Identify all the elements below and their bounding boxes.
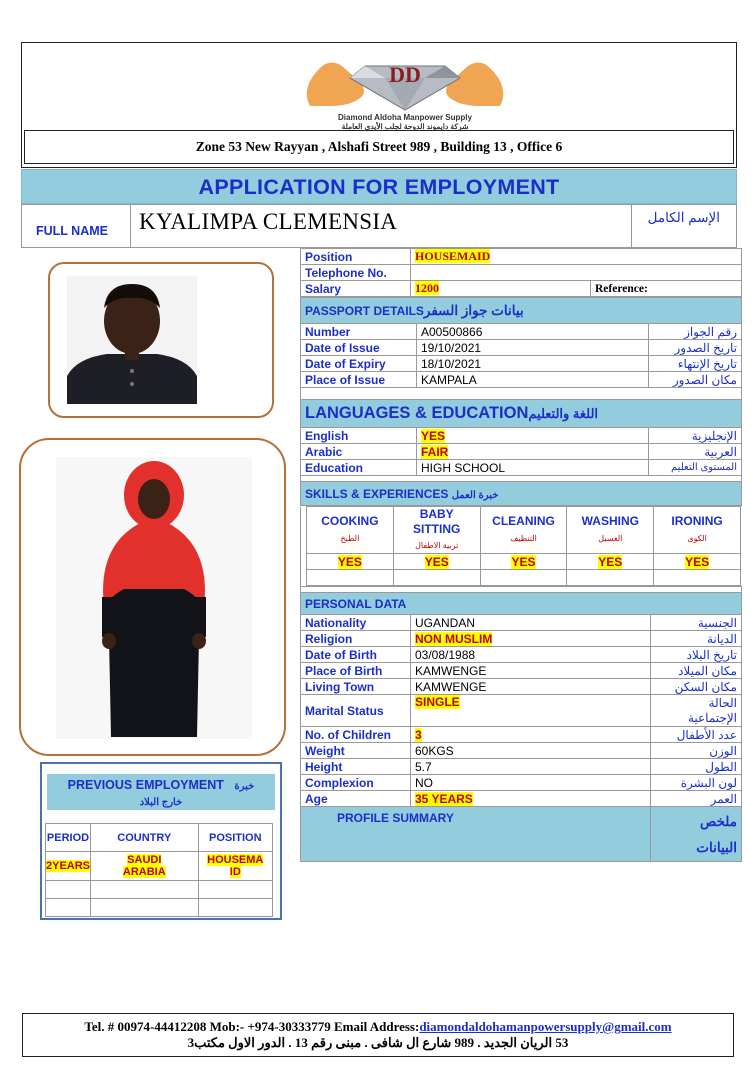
passport-row-arabic: رقم الجواز <box>649 324 742 340</box>
living-label: Living Town <box>301 679 411 695</box>
skill-baby-sitting: BABY SITTING تربية الاطفال <box>393 507 480 554</box>
prev-empty-cell <box>198 881 272 899</box>
arabic-value: FAIR <box>417 444 649 460</box>
profile-summary-arabic: ملخص البيانات <box>651 807 742 862</box>
skills-table <box>300 506 741 586</box>
marital-value: SINGLE <box>411 695 651 727</box>
language-row-arabic: العربية <box>649 444 742 460</box>
previous-employment-table <box>45 823 273 917</box>
page-title: APPLICATION FOR EMPLOYMENT <box>21 169 737 204</box>
language-row-arabic: الإنجليزية <box>649 428 742 444</box>
salary-value: 1200 <box>411 281 591 297</box>
dob-arabic: تاريخ البلاد <box>651 647 742 663</box>
skill-empty-cell <box>654 570 741 586</box>
skill-washing: WASHING الغسيل <box>567 507 654 554</box>
skills-section-title: SKILLS & EXPERIENCES خبرة العمل <box>301 482 742 506</box>
skill-value: YES <box>654 554 741 570</box>
contact-footer <box>22 1013 734 1057</box>
salary-label: Salary <box>301 281 411 297</box>
education-value: HIGH SCHOOL <box>417 460 649 476</box>
dob-value: 03/08/1988 <box>411 647 651 663</box>
prev-header-period: PERIOD <box>46 824 91 852</box>
skill-value: YES <box>393 554 480 570</box>
logo-letters: DD <box>389 62 421 87</box>
religion-arabic: الديانة <box>651 631 742 647</box>
skill-value: YES <box>307 554 394 570</box>
previous-employment-title <box>47 774 275 810</box>
passport-row-arabic: تاريخ الإنتهاء <box>649 356 742 372</box>
email-link[interactable]: diamondaldohamanpowersupply@gmail.com <box>419 1019 672 1034</box>
age-value: 35 YEARS <box>411 791 651 807</box>
skill-empty-cell <box>567 570 654 586</box>
passport-row-label: Date of Issue <box>301 340 417 356</box>
language-row-label: Arabic <box>301 444 417 460</box>
skill-value: YES <box>480 554 567 570</box>
prev-position: HOUSEMA ID <box>198 852 272 881</box>
prev-header-country: COUNTRY <box>91 824 199 852</box>
language-row-arabic: المستوى التعليم <box>649 460 742 476</box>
passport-section-title: PASSPORT DETAILSبيانات جواز السفر <box>301 298 742 324</box>
nationality-label: Nationality <box>301 615 411 631</box>
pob-arabic: مكان الميلاد <box>651 663 742 679</box>
company-address: Zone 53 New Rayyan , Alshafi Street 989 , Building 13 , Office 6 <box>24 130 734 164</box>
height-label: Height <box>301 759 411 775</box>
position-label: Position <box>301 249 411 265</box>
contact-line-1: Tel. # 00974-44412208 Mob:- +974-30333779 Email Address:diamondaldohamanpowersupply@gmail.com <box>84 1019 672 1034</box>
reference-label: Reference: <box>591 281 742 297</box>
children-arabic: عدد الأطفال <box>651 727 742 743</box>
details-column <box>300 248 741 862</box>
passport-row-arabic: مكان الصدور <box>649 372 742 388</box>
previous-employment-label: PREVIOUS EMPLOYMENT <box>67 778 224 792</box>
passport-row-label: Date of Expiry <box>301 356 417 372</box>
letterhead <box>21 42 737 168</box>
complexion-value: NO <box>411 775 651 791</box>
prev-period: 2YEARS <box>46 852 91 881</box>
complexion-label: Complexion <box>301 775 411 791</box>
passport-place-of-issue: KAMPALA <box>417 372 649 388</box>
skill-ironing: IRONING الكوى <box>654 507 741 554</box>
complexion-arabic: لون البشرة <box>651 775 742 791</box>
passport-row-label: Place of Issue <box>301 372 417 388</box>
passport-row-arabic: تاريخ الصدور <box>649 340 742 356</box>
position-value: HOUSEMAID <box>411 249 742 265</box>
company-logo <box>290 48 520 134</box>
company-name-arabic: شركة دايموند الدوحة لجلب الأيدي العاملة <box>341 122 469 131</box>
contact-line-2-arabic: 53 الريان الجديد . 989 شارع ال شافى . مبنى رقم 13 . الدور الاول مكتب3 <box>187 1035 569 1050</box>
skill-empty-cell <box>307 570 394 586</box>
skill-value: YES <box>567 554 654 570</box>
full-name-row <box>21 204 737 248</box>
full-body-photo <box>19 438 286 756</box>
passport-number: A00500866 <box>417 324 649 340</box>
skill-cooking: COOKING الطبخ <box>307 507 394 554</box>
dob-label: Date of Birth <box>301 647 411 663</box>
job-table <box>300 248 742 297</box>
prev-empty-cell <box>91 899 199 917</box>
passport-table <box>300 297 742 506</box>
skill-empty-cell <box>393 570 480 586</box>
nationality-arabic: الجنسية <box>651 615 742 631</box>
living-value: KAMWENGE <box>411 679 651 695</box>
previous-employment-box <box>40 762 282 920</box>
passport-row-label: Number <box>301 324 417 340</box>
height-value: 5.7 <box>411 759 651 775</box>
passport-expiry-date: 18/10/2021 <box>417 356 649 372</box>
previous-employment-arabic-2: خارج البلاد <box>139 797 183 808</box>
full-name-arabic-label: الإسم الكامل <box>631 204 737 248</box>
religion-label: Religion <box>301 631 411 647</box>
spacer-row <box>301 388 742 400</box>
age-label: Age <box>301 791 411 807</box>
marital-arabic: الحالة الإجتماعية <box>651 695 742 727</box>
passport-issue-date: 19/10/2021 <box>417 340 649 356</box>
height-arabic: الطول <box>651 759 742 775</box>
telephone-label: Telephone No. <box>301 265 411 281</box>
personal-table <box>300 586 742 862</box>
prev-country: SAUDI ARABIA <box>91 852 199 881</box>
english-value: YES <box>417 428 649 444</box>
portrait-photo <box>48 262 274 418</box>
full-name-label: FULL NAME <box>21 204 131 248</box>
prev-empty-cell <box>46 899 91 917</box>
nationality-value: UGANDAN <box>411 615 651 631</box>
previous-employment-arabic-1: خبرة <box>234 781 255 792</box>
profile-summary-title: PROFILE SUMMARY <box>301 807 651 862</box>
company-name: Diamond Aldoha Manpower Supply <box>338 113 472 122</box>
prev-empty-cell <box>91 881 199 899</box>
personal-section-title: PERSONAL DATA <box>301 593 742 615</box>
living-arabic: مكان السكن <box>651 679 742 695</box>
languages-section-title: LANGUAGES & EDUCATIONاللغة والتعليم <box>301 400 742 428</box>
weight-value: 60KGS <box>411 743 651 759</box>
prev-empty-cell <box>198 899 272 917</box>
age-arabic: العمر <box>651 791 742 807</box>
skill-cleaning: CLEANING التنظيف <box>480 507 567 554</box>
children-label: No. of Children <box>301 727 411 743</box>
skill-empty-cell <box>480 570 567 586</box>
pob-value: KAMWENGE <box>411 663 651 679</box>
telephone-value <box>411 265 742 281</box>
religion-value: NON MUSLIM <box>411 631 651 647</box>
prev-header-position: POSITION <box>198 824 272 852</box>
full-name-value: KYALIMPA CLEMENSIA <box>131 204 631 248</box>
weight-label: Weight <box>301 743 411 759</box>
children-value: 3 <box>411 727 651 743</box>
marital-label: Marital Status <box>301 695 411 727</box>
prev-empty-cell <box>46 881 91 899</box>
pob-label: Place of Birth <box>301 663 411 679</box>
language-row-label: Education <box>301 460 417 476</box>
weight-arabic: الوزن <box>651 743 742 759</box>
language-row-label: English <box>301 428 417 444</box>
